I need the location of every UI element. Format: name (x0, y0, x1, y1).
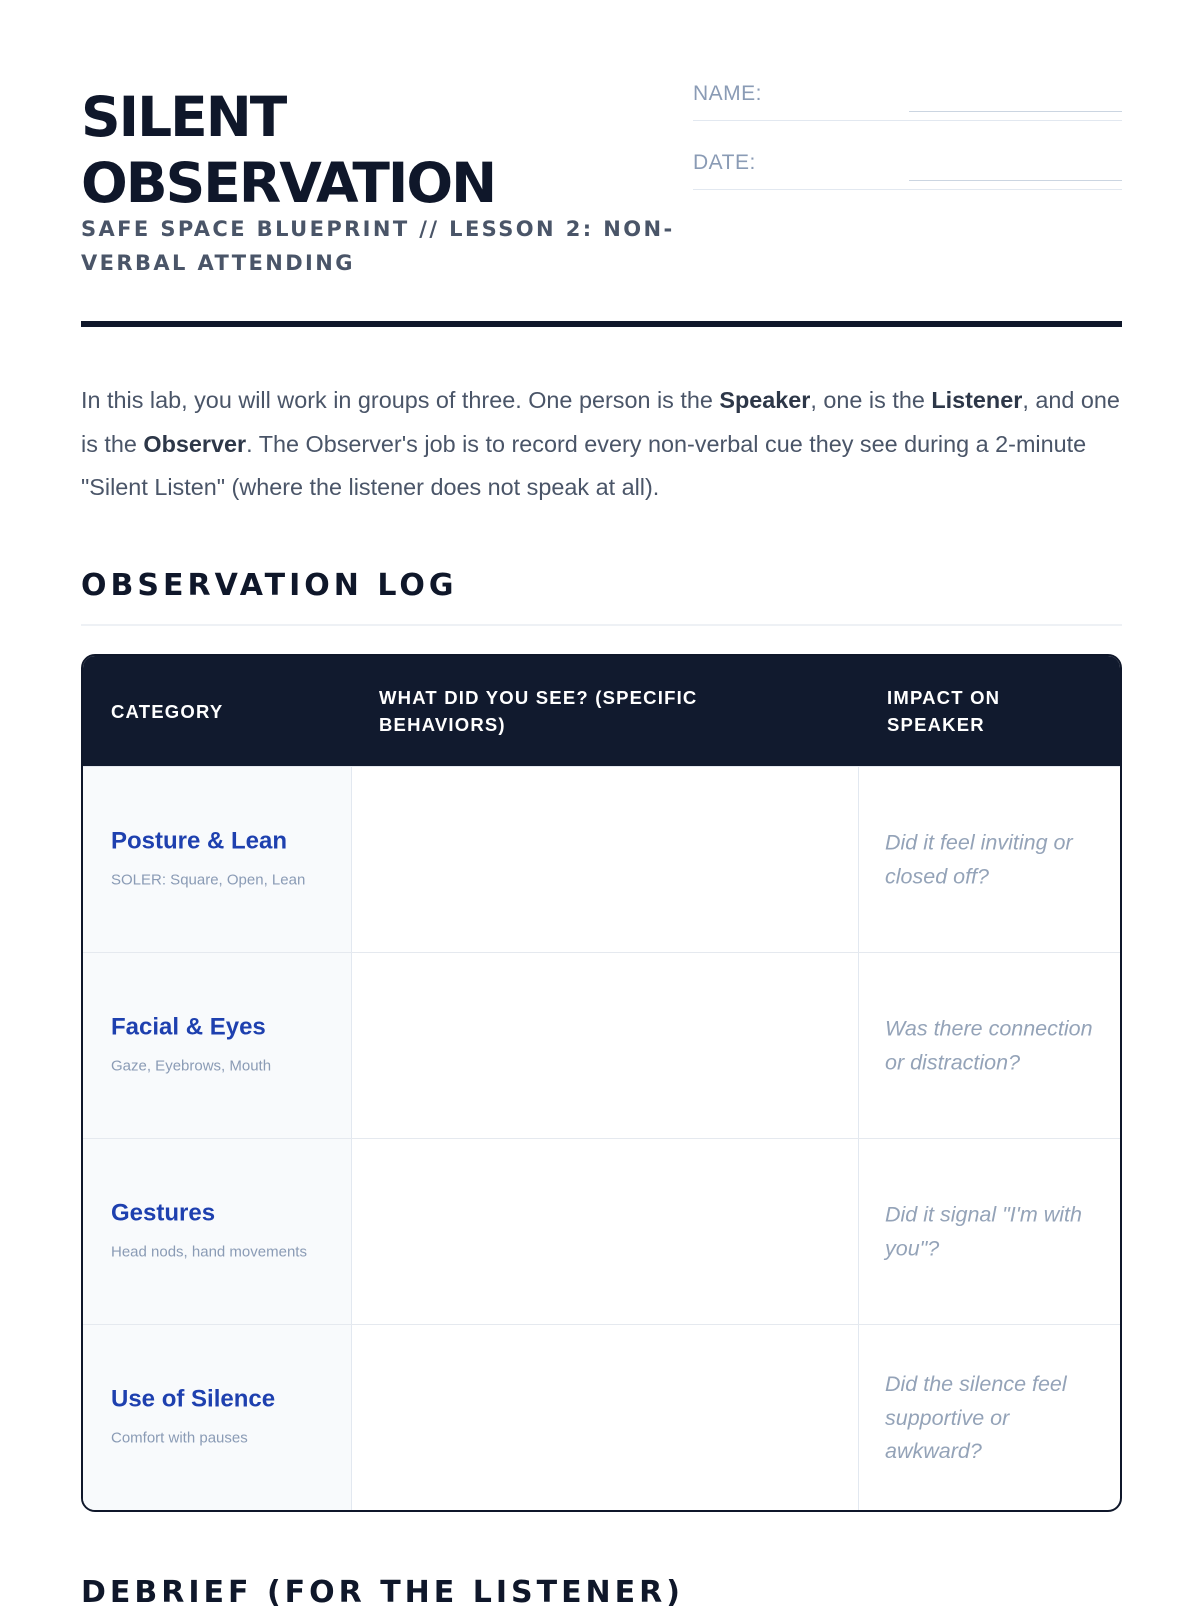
page-subtitle: SAFE SPACE BLUEPRINT // LESSON 2: NON-VERBAL ATTENDING (81, 217, 675, 275)
impact-cell[interactable] (859, 1325, 1120, 1511)
category-hint: Head nods, hand movements (111, 1243, 307, 1261)
impact-prompt: Did the silence feel supportive or awkward? (885, 1371, 1067, 1463)
intro-observer: Observer (143, 430, 247, 457)
column-header-observed: WHAT DID YOU SEE? (SPECIFIC BEHAVIORS) (379, 687, 698, 735)
name-row (693, 79, 1122, 121)
category-cell (83, 953, 352, 1139)
header-divider (81, 321, 1122, 327)
table-row (83, 766, 1120, 953)
impact-cell[interactable] (859, 767, 1120, 953)
category-cell (83, 1139, 352, 1325)
observation-log-table (81, 654, 1122, 1512)
name-field[interactable] (909, 111, 1122, 112)
column-header-category: CATEGORY (111, 700, 224, 722)
page-title (81, 84, 681, 216)
observed-behaviors-field[interactable] (352, 1325, 859, 1511)
category-cell (83, 1325, 352, 1511)
intro-text-2: , one is the (810, 387, 932, 413)
title-line-1: SILENT (81, 85, 286, 149)
section-divider (81, 624, 1122, 626)
student-info-block (693, 79, 1122, 217)
category-hint: Gaze, Eyebrows, Mouth (111, 1057, 272, 1075)
impact-prompt: Was there connection or distraction? (885, 1016, 1093, 1074)
intro-text-4: . The Observer's job is to record every non-verbal cue they see during a 2-minute "Silent Listen" (where the listener does not speak at all). (81, 430, 1087, 500)
intro-text-1: In this lab, you will work in groups of three. One person is the (81, 387, 720, 413)
column-header-impact: IMPACT ON SPEAKER (887, 687, 1001, 735)
impact-prompt: Did it signal "I'm with you"? (885, 1202, 1082, 1260)
debrief-heading: DEBRIEF (FOR THE LISTENER) (81, 1575, 684, 1610)
intro-listener: Listener (931, 387, 1023, 413)
observation-log-heading: OBSERVATION LOG (81, 568, 458, 603)
observed-behaviors-field[interactable] (352, 1139, 859, 1325)
intro-speaker: Speaker (719, 387, 811, 413)
table-header (83, 656, 1120, 766)
table-row (83, 952, 1120, 1139)
category-name: Use of Silence (111, 1385, 276, 1413)
date-field[interactable] (909, 180, 1122, 181)
observed-behaviors-field[interactable] (352, 767, 859, 953)
category-name: Facial & Eyes (111, 1013, 266, 1041)
impact-cell[interactable] (859, 953, 1120, 1139)
title-line-2: OBSERVATION (81, 151, 496, 215)
category-name: Gestures (111, 1199, 216, 1227)
category-hint: Comfort with pauses (111, 1429, 248, 1447)
observed-behaviors-field[interactable] (352, 953, 859, 1139)
table-row (83, 1324, 1120, 1511)
category-name: Posture & Lean (111, 827, 288, 855)
table-row (83, 1138, 1120, 1325)
category-cell (83, 767, 352, 953)
impact-prompt: Did it feel inviting or closed off? (885, 830, 1073, 888)
date-row (693, 148, 1122, 190)
name-label: NAME: (693, 82, 763, 105)
intro-text-3: , and one is the (81, 387, 1120, 457)
intro-paragraph (81, 379, 1126, 510)
category-hint: SOLER: Square, Open, Lean (111, 871, 306, 889)
date-label: DATE: (693, 151, 756, 174)
impact-cell[interactable] (859, 1139, 1120, 1325)
